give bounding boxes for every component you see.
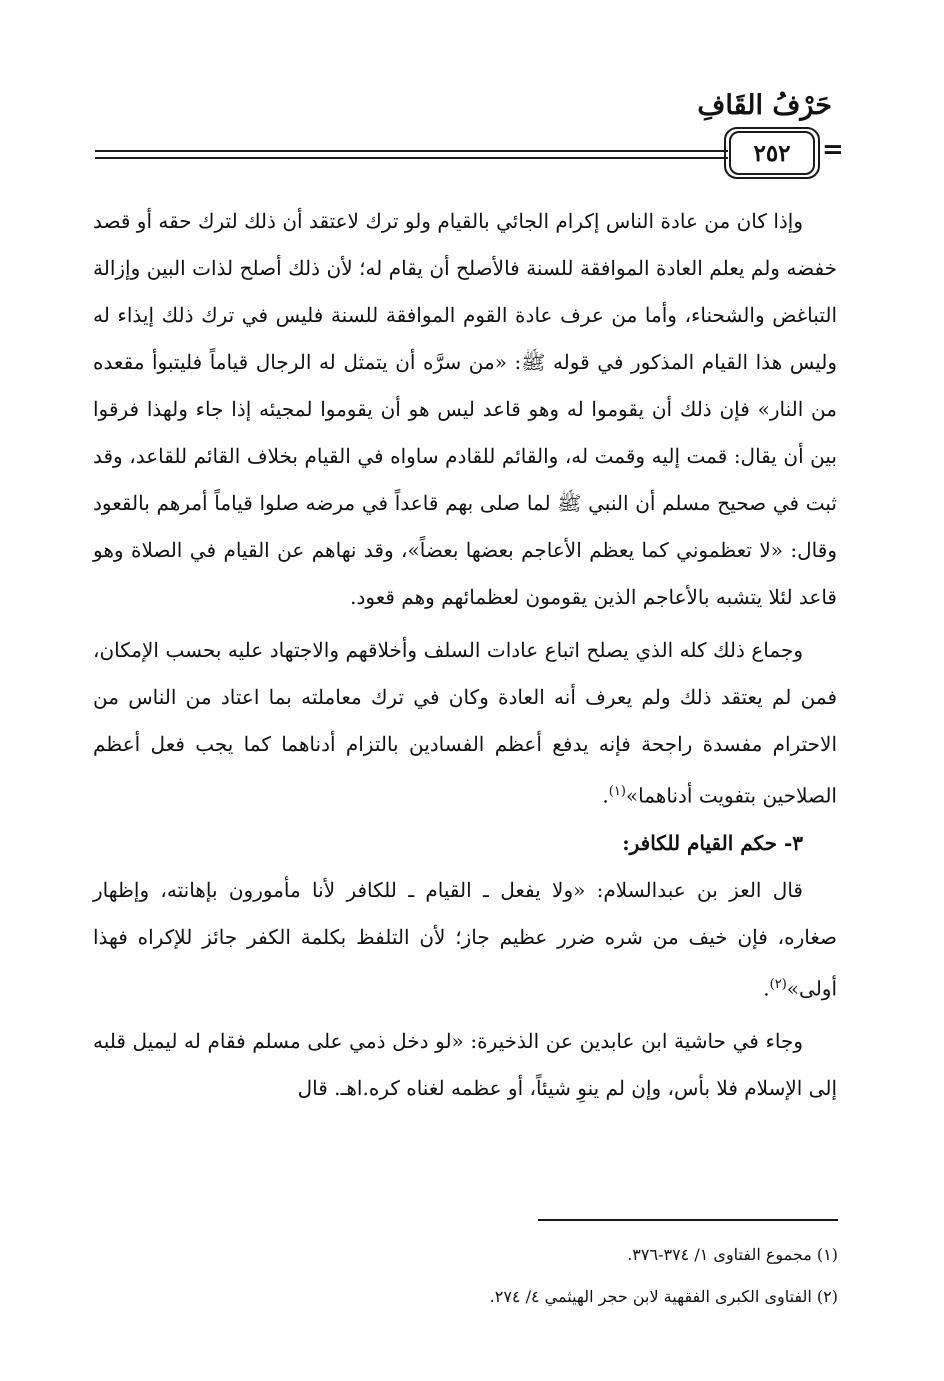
footnote-ref-2: (٢): [769, 976, 787, 992]
section-heading: ٣- حكم القيام للكافر:: [622, 830, 803, 855]
footnote-1: (١) مجموع الفتاوى ١/ ٣٧٤-٣٧٦.: [627, 1245, 838, 1264]
paragraph-1: [93, 198, 837, 621]
footnotes: [118, 1234, 838, 1318]
paragraph-3: [93, 867, 837, 1013]
paragraph-2-text: وجماع ذلك كله الذي يصلح اتباع عادات السلف وأخلاقهم والاجتهاد عليه بحسب الإمكان، فمن لم يعتقد ذلك ولم يعرف أنه العادة وكان في ترك معاملته بما اعتاد من الناس من الاحترام مفسدة راجحة فإنه يدفع أعظم الفسادين بالتزام أدناهما كما يجب فعل أعظم الصلاحين بتفويت أدناهما»: [93, 638, 837, 808]
edge-mark: =: [822, 135, 844, 165]
footnote-separator: [538, 1219, 838, 1221]
paragraph-3-tail: .: [763, 976, 770, 1001]
header-rule-top: [95, 150, 728, 152]
paragraph-2: [93, 627, 837, 820]
running-title: حَرْفُ القَافِ: [697, 90, 832, 121]
paragraph-4-text: وجاء في حاشية ابن عابدين عن الذخيرة: «لو دخل ذمي على مسلم فقام له ليميل قلبه إلى الإسلام فلا بأس، وإن لم ينوِ شيئاً، أو عظمه لغناه كره.اهـ. قال: [93, 1029, 837, 1101]
paragraph-4: [93, 1018, 837, 1112]
footnote-ref-1: (١): [608, 784, 626, 799]
paragraph-2-tail: .: [602, 783, 609, 808]
body-text: [93, 198, 837, 1112]
paragraph-3-text: قال العز بن عبدالسلام: «ولا يفعل ـ القيام ـ للكافر لأنا مأمورون بإهانته، وإظهار صغاره، فإن خيف من شره ضرر عظيم جاز؛ لأن التلفظ بكلمة الكفر جائز للإكراه فهذا أولى»: [93, 877, 837, 1001]
footnote-2: (٢) الفتاوى الكبرى الفقهية لابن حجر الهيثمي ٤/ ٢٧٤.: [489, 1287, 838, 1306]
paragraph-1-text: وإذا كان من عادة الناس إكرام الجائي بالقيام ولو ترك لاعتقد أن ذلك لترك حقه أو قصد خفضه ولم يعلم العادة الموافقة للسنة فالأصلح أن يقام له؛ لأن ذلك أصلح لذات البين وإزالة التباغض والشحناء، وأما من عرف عادة القوم الموافقة للسنة فليس في ترك ذلك إيذاء له وليس هذا القيام المذكور في قوله ﷺ: «من سرَّه أن يتمثل له الرجال قياماً فليتبوأ مقعده من النار» فإن ذلك أن يقوموا له وهو قاعد ليس هو أن يقوموا لمجيئه إذا جاء ولهذا فرقوا بين أن يقال: قمت إليه وقمت له، والقائم للقادم ساواه في القيام بخلاف القائم للقاعد، وقد ثبت في صحيح مسلم أن النبي ﷺ لما صلى بهم قاعداً في مرضه صلوا قياماً أمرهم بالقعود وقال: «لا تعظموني كما يعظم الأعاجم بعضها بعضاً»، وقد نهاهم عن القيام في الصلاة وهو قاعد لئلا يتشبه بالأعاجم الذين يقومون لعظمائهم وهم قعود.: [93, 209, 837, 609]
header-rule-bottom: [95, 157, 728, 159]
page-number: ٢٥٢: [729, 131, 815, 175]
